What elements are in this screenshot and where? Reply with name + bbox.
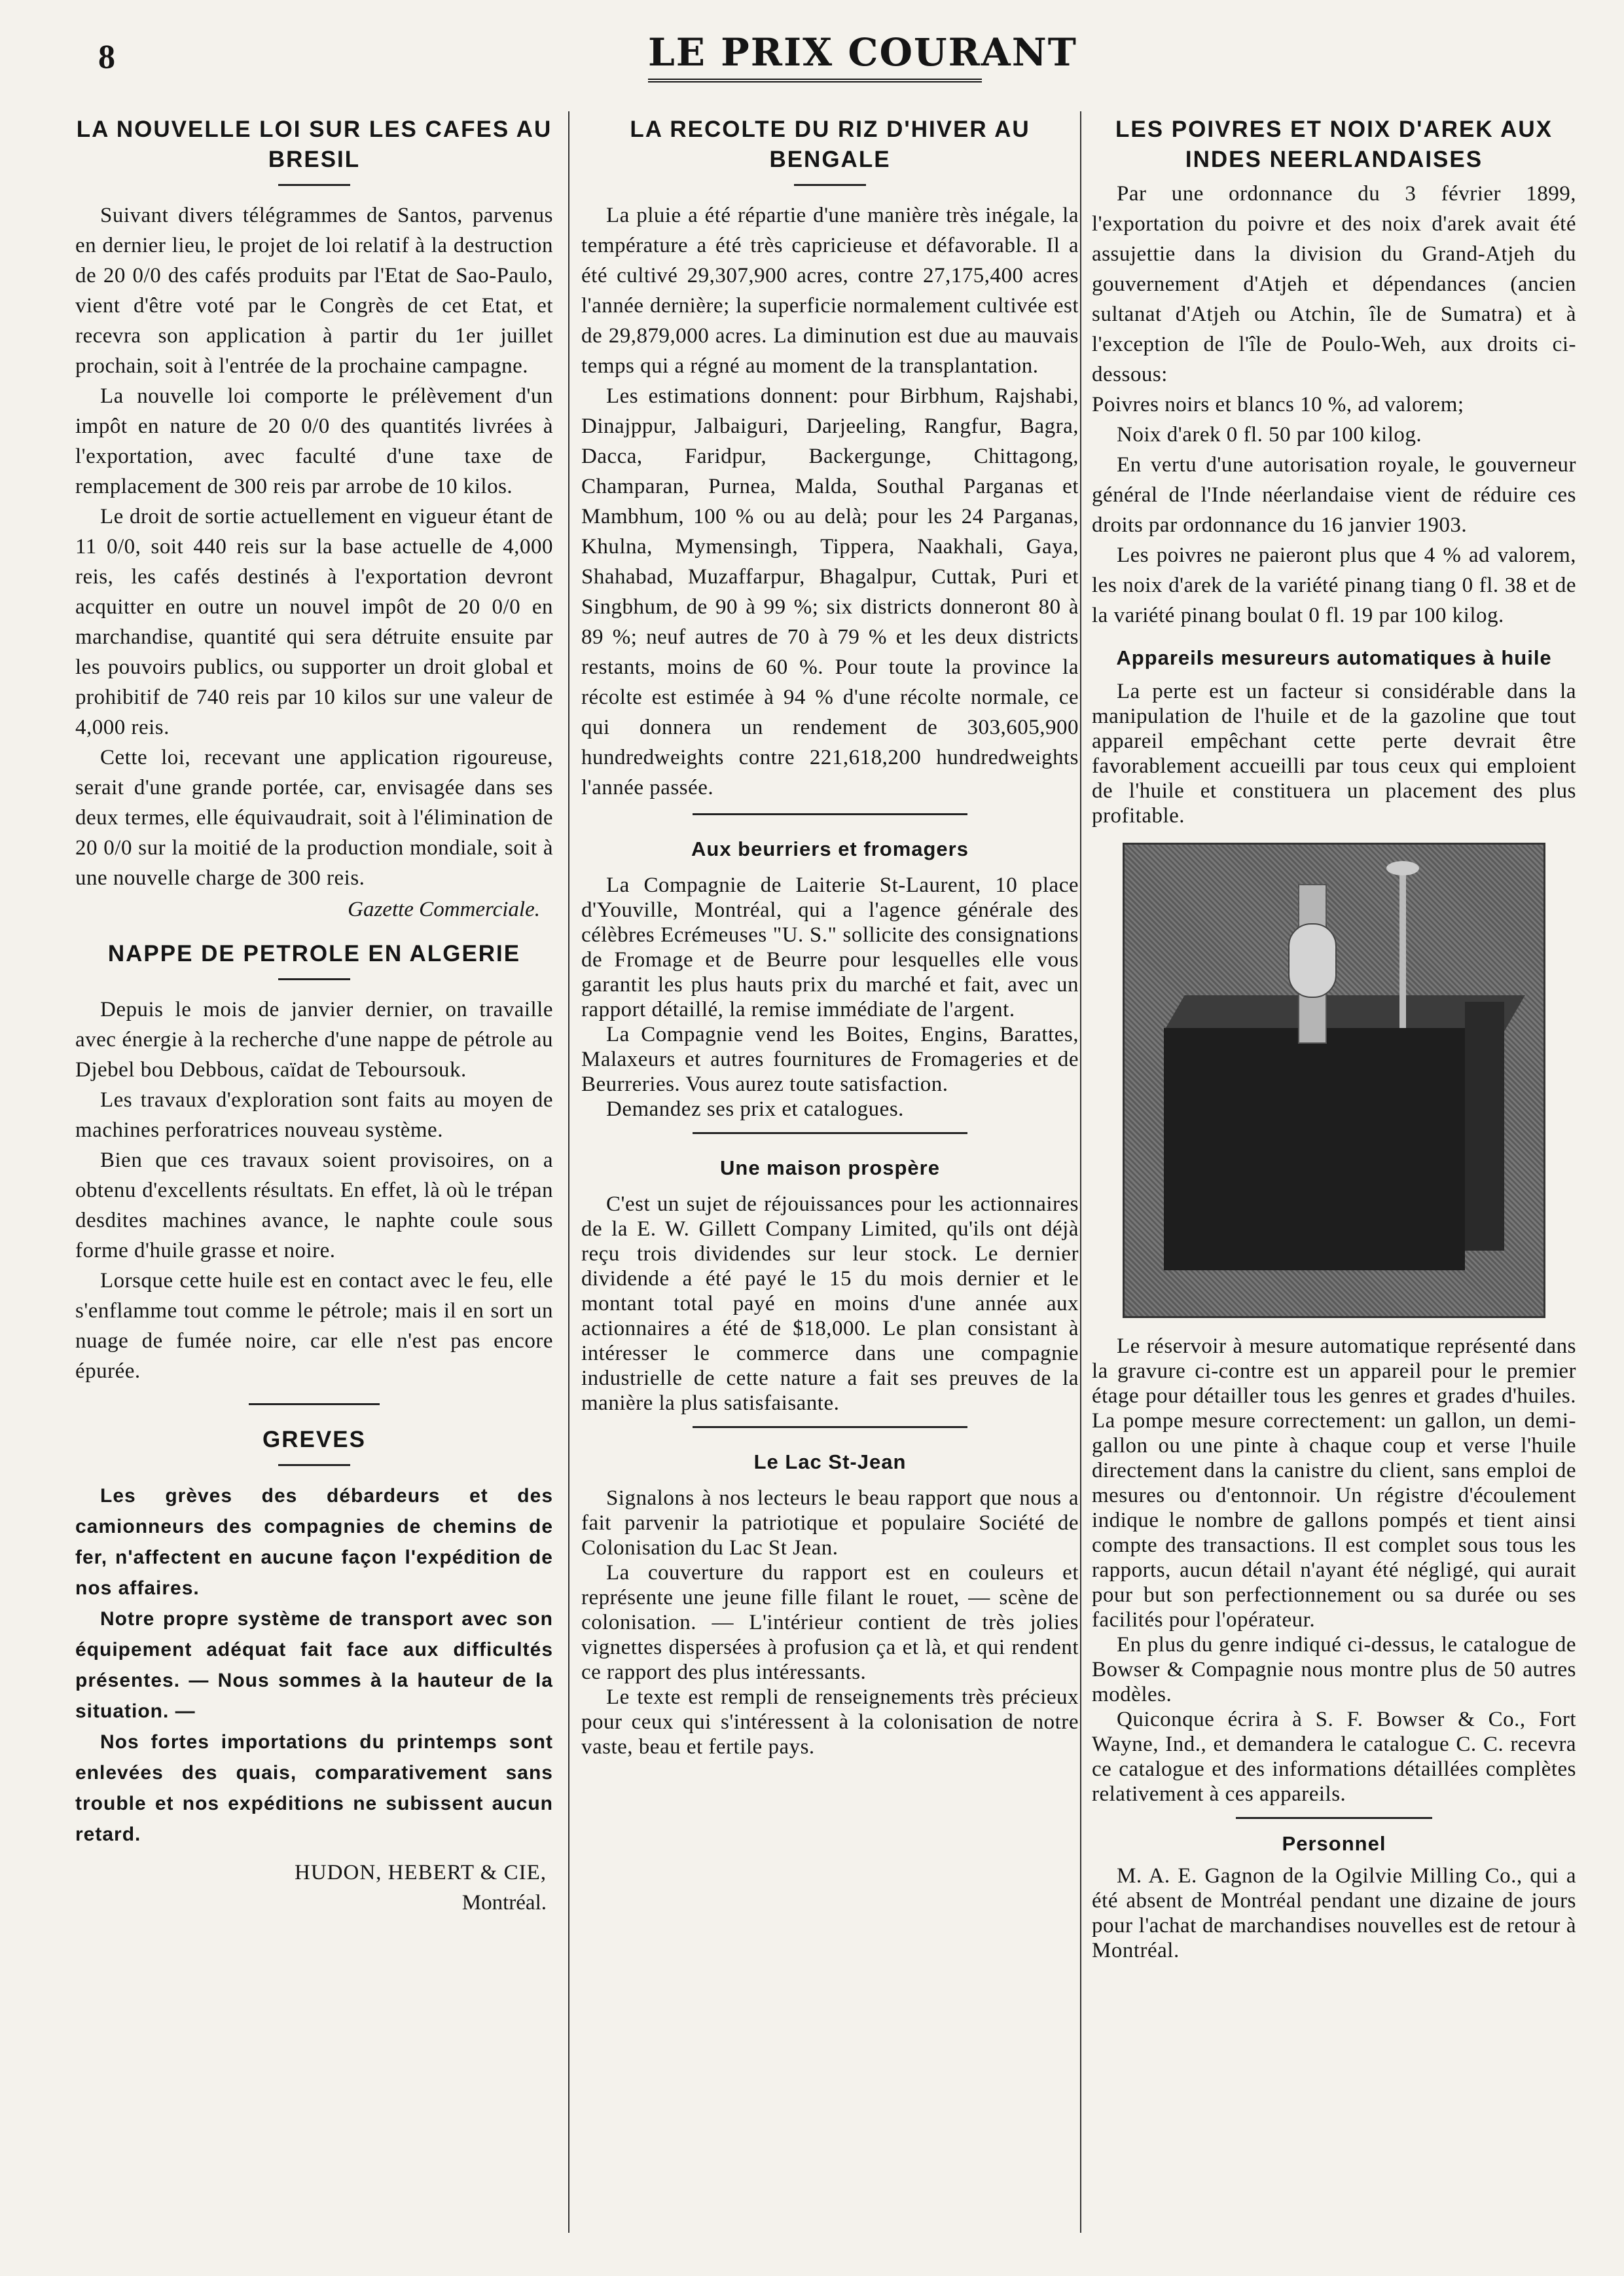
paragraph: Les grèves des débardeurs et des camionneurs des compagnies de chemins de fer, n'affectent en aucune façon l'expédition de nos affaires.	[75, 1485, 553, 1599]
signature-city: Montréal.	[461, 1891, 547, 1915]
masthead-logo: LE PRIX COURANT	[648, 26, 982, 83]
paragraph: La Compagnie de Laiterie St-Laurent, 10 place d'Youville, Montréal, qui a l'agence générale des célèbres Ecrémeuses "U. S." sollicite des consignations de Fromage et de Beurre pour lesquelles elle vous garantit les plus hauts prix du marché et fait, avec un rapport détaillé, la remise immédiate de l'argent.	[581, 873, 1079, 1021]
title-rule	[794, 184, 866, 186]
paragraph: En vertu d'une autorisation royale, le gouverneur général de l'Inde néerlandaise vient de réduire ces droits par ordonnance du 16 janvier 1903.	[1092, 453, 1576, 537]
signature: HUDON, HEBERT & CIE,	[295, 1861, 547, 1884]
paragraph: Suivant divers télégrammes de Santos, parvenus en dernier lieu, le projet de loi relatif à la destruction de 20 0/0 des cafés produits par l'Etat de Sao-Paulo, vient d'être voté par le Congrès de cet Etat, et recevra son application à partir du 1er juillet prochain, soit à l'entrée de la prochaine campagne.	[75, 204, 553, 378]
section-divider	[693, 1426, 967, 1428]
title-rule	[278, 184, 350, 186]
column-1	[75, 115, 553, 1918]
paragraph: Signalons à nos lecteurs le beau rapport que nous a fait parvenir la patriotique et populaire Société de Colonisation du Lac St Jean.	[581, 1486, 1079, 1560]
paragraph: Quiconque écrira à S. F. Bowser & Co., Fort Wayne, Ind., et demandera le catalogue C. C. recevra ce catalogue et des informations détaillées complètes relativement à ces appareils.	[1092, 1708, 1576, 1806]
article-lac-st-jean	[581, 1448, 1079, 1759]
paragraph: Le droit de sortie actuellement en vigueur étant de 11 0/0, soit 440 reis sur la base actuelle de 4,000 reis, les cafés destinés à l'exportation devront acquitter en outre un nouvel impôt de 20 0/0 en marchandise, quantité qui sera détruite ensuite par les pouvoirs publics, ou supporter un droit global et prohibitif de 740 reis par 10 kilos sur une valeur de 4,000 reis.	[75, 505, 553, 739]
paragraph: Bien que ces travaux soient provisoires, on a obtenu d'excellents résultats. En effet, là où le trépan desdites machines avance, le naphte coule sous forme d'huile grasse et noire.	[75, 1148, 553, 1262]
article-title: Personnel	[1282, 1832, 1386, 1855]
section-divider	[249, 1403, 380, 1405]
paragraph: La perte est un facteur si considérable dans la manipulation de l'huile et de la gazoline que tout appareil empêchant cette perte devrait être favorablement accueilli par tous ceux qui emploient de l'huile et constituera un placement des plus profitable.	[1092, 680, 1576, 828]
page-number: 8	[98, 39, 115, 76]
oil-tank-illustration	[1123, 843, 1545, 1318]
paragraph: Demandez ses prix et catalogues.	[606, 1097, 904, 1121]
paragraph: Notre propre système de transport avec son équipement adéquat fait face aux difficultés présentes. — Nous sommes à la hauteur de la situation. —	[75, 1608, 553, 1722]
title-rule	[278, 978, 350, 980]
article-title: Une maison prospère	[720, 1156, 940, 1179]
article-source: Gazette Commerciale.	[348, 898, 540, 921]
paragraph: Lorsque cette huile est en contact avec le feu, elle s'enflamme tout comme le pétrole; mais il en sort un nuage de fumée noire, car elle n'est pas encore épurée.	[75, 1269, 553, 1383]
paragraph: La Compagnie vend les Boites, Engins, Barattes, Malaxeurs et autres fournitures de Fromageries et de Beurreries. Vous aurez toute satisfaction.	[581, 1023, 1079, 1096]
article-title: Le Lac St-Jean	[753, 1450, 907, 1473]
paragraph: La nouvelle loi comporte le prélèvement d'un impôt en nature de 20 0/0 des quantités livrées à l'exportation, avec faculté d'une taxe de remplacement de 300 reis par arrobe de 10 kilos.	[75, 384, 553, 498]
paragraph: Nos fortes importations du printemps sont enlevées des quais, comparativement sans trouble et nos expéditions ne subissent aucun retard.	[75, 1731, 553, 1845]
column-divider	[568, 111, 569, 2233]
article-appareils-mesureurs	[1092, 644, 1576, 1807]
column-2	[581, 115, 1079, 1759]
article-petrole-algerie	[75, 939, 553, 1386]
title-rule	[278, 1464, 350, 1466]
article-title: LA RECOLTE DU RIZ D'HIVER AU BENGALE	[630, 117, 1030, 172]
article-title: GREVES	[262, 1427, 366, 1452]
column-divider	[1080, 111, 1081, 2233]
article-title: LA NOUVELLE LOI SUR LES CAFES AU BRESIL	[76, 117, 552, 172]
paragraph: Les poivres ne paieront plus que 4 % ad valorem, les noix d'arek de la variété pinang tiang 0 fl. 38 et de la variété pinang boulat 0 fl. 19 par 100 kilog.	[1092, 543, 1576, 627]
paragraph: Le réservoir à mesure automatique représenté dans la gravure ci-contre est un appareil pour le premier étage pour détailler tous les genres et grades d'huiles. La pompe mesure correctement: un gallon, un demi-gallon ou une pinte à chaque coup et verse l'huile directement dans la canistre du client, sans emploi de mesures ou d'entonnoir. Un régistre d'écoulement indique le nombre de gallons pompés et tient ainsi compte des transactions. Il est complet sous tous les rapports, aucun détail n'ayant été négligé, qui aurait pour but son perfectionnement ou sa durée ou ses facilités pour l'opérateur.	[1092, 1334, 1576, 1632]
article-title: Appareils mesureurs automatiques à huile	[1116, 646, 1552, 669]
article-title: NAPPE DE PETROLE EN ALGERIE	[107, 941, 521, 966]
article-cafes-bresil	[75, 115, 553, 925]
article-greves	[75, 1425, 553, 1918]
article-maison-prospere	[581, 1154, 1079, 1416]
section-divider	[1236, 1817, 1432, 1819]
paragraph: En plus du genre indiqué ci-dessus, le catalogue de Bowser & Compagnie nous montre plus de 50 autres modèles.	[1092, 1633, 1576, 1706]
paragraph: La pluie a été répartie d'une manière très inégale, la température a été très capricieuse et défavorable. Il a été cultivé 29,307,900 acres, contre 27,175,400 acres l'année dernière; la superficie normalement cultivée est de 29,879,000 acres. La diminution est due au mauvais temps qui a régné au moment de la transplantation.	[581, 204, 1079, 378]
article-title: Aux beurriers et fromagers	[691, 837, 969, 860]
section-divider	[693, 1132, 967, 1134]
paragraph: Le texte est rempli de renseignements très précieux pour ceux qui s'intéressent à la colonisation de notre vaste, beau et fertile pays.	[581, 1685, 1079, 1759]
paragraph: Par une ordonnance du 3 février 1899, l'exportation du poivre et des noix d'arek avait été assujettie dans la division du Grand-Atjeh du gouvernement d'Atjeh et dépendances (ancien sultanat d'Atjeh ou Atchin, île de Sumatra) et à l'exception de l'île de Poulo-Weh, aux droits ci-dessous:	[1092, 182, 1576, 386]
article-poivres-arek	[1092, 115, 1576, 631]
paragraph: Depuis le mois de janvier dernier, on travaille avec énergie à la recherche d'une nappe de pétrole au Djebel bou Debbous, caïdat de Teboursouk.	[75, 998, 553, 1082]
duty-line: Noix d'arek 0 fl. 50 par 100 kilog.	[1117, 423, 1422, 447]
paragraph: M. A. E. Gagnon de la Ogilvie Milling Co., qui a été absent de Montréal pendant une dizaine de jours pour l'achat de marchandises nouvelles est de retour à Montréal.	[1092, 1864, 1576, 1962]
article-beurriers-fromagers	[581, 835, 1079, 1122]
paragraph: Les travaux d'exploration sont faits au moyen de machines perforatrices nouveau système.	[75, 1088, 553, 1142]
paragraph: La couverture du rapport est en couleurs et représente une jeune fille filant le rouet, — scène de colonisation. — L'intérieur contient de très jolies vignettes dispersées à profusion ça et là, et qui rendent ce rapport des plus intéressants.	[581, 1561, 1079, 1684]
article-personnel	[1092, 1829, 1576, 1963]
section-divider	[693, 813, 967, 815]
column-3	[1092, 115, 1576, 1963]
paragraph: Cette loi, recevant une application rigoureuse, serait d'une grande portée, car, envisagée dans ses deux termes, elle équivaudrait, soit à l'élimination de 20 0/0 sur la moitié de la production mondiale, soit à une nouvelle charge de 300 reis.	[75, 746, 553, 890]
duty-line: Poivres noirs et blancs 10 %, ad valorem;	[1092, 393, 1464, 416]
paragraph: C'est un sujet de réjouissances pour les actionnaires de la E. W. Gillett Company Limited, qu'ils ont déjà reçu trois dividendes sur leur stock. Le dernier dividende a été payé le 15 du mois dernier et le montant total payé en moins d'une année aux actionnaires a été de $18,000. Le plan consistant à intéresser le commerce dans une compagnie industrielle de cette nature a fait ses preuves de la manière la plus satisfaisante.	[581, 1192, 1079, 1415]
article-title: LES POIVRES ET NOIX D'AREK AUX INDES NEERLANDAISES	[1115, 117, 1553, 172]
paragraph: Les estimations donnent: pour Birbhum, Rajshabi, Dinajppur, Jalbaiguri, Darjeeling, Rangfur, Bagra, Dacca, Faridpur, Backergunge, Chittagong, Champaran, Purnea, Malda, Southal Parganas et Mambhum, 100 % ou au delà; pour les 24 Parganas, Khulna, Mymensingh, Tippera, Naakhali, Gaya, Shahabad, Muzaffarpur, Bhagalpur, Cuttak, Puri et Singbhum, de 90 à 99 %; six districts donneront 80 à 89 %; neuf autres de 70 à 79 % et les deux districts restants, moins de 60 %. Pour toute la province la récolte est estimée à 94 % d'une récolte normale, ce qui donnera un rendement de 303,605,900 hundredweights contre 221,618,200 hundredweights l'année passée.	[581, 384, 1079, 799]
article-riz-bengale	[581, 115, 1079, 803]
